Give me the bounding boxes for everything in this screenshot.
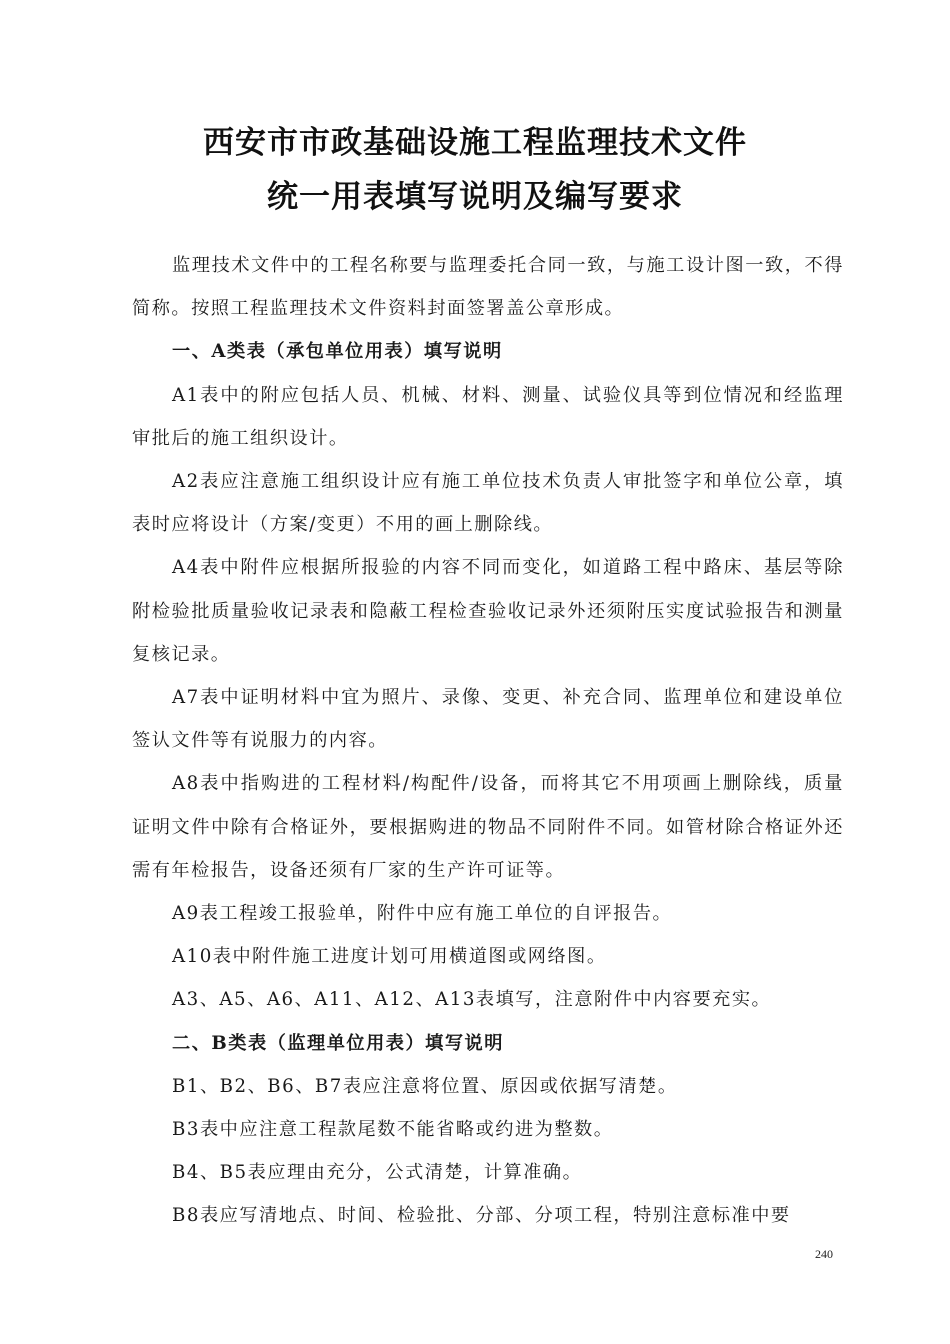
section-a-item-a7: A7表中证明材料中宜为照片、录像、变更、补充合同、监理单位和建设单位签认文件等有说服力的内容。 (132, 687, 844, 752)
document-title-line-1: 西安市市政基础设施工程监理技术文件 (203, 125, 747, 161)
section-a-item-a9: A9表工程竣工报验单，附件中应有施工单位的自评报告。 (172, 903, 673, 925)
section-a-item-a1: A1表中的附应包括人员、机械、材料、测量、试验仪具等到位情况和经监理审批后的施工组织设计。 (132, 384, 844, 449)
section-b-item-b8: B8表应写清地点、时间、检验批、分部、分项工程，特别注意标准中要 (172, 1205, 791, 1227)
document-body (132, 244, 844, 1238)
section-b-heading: 二、B类表（监理单位用表）填写说明 (172, 1032, 504, 1054)
section-b-item-b3: B3表中应注意工程款尾数不能省略或约进为整数。 (172, 1119, 614, 1141)
intro-paragraph: 监理技术文件中的工程名称要与监理委托合同一致，与施工设计图一致，不得简称。按照工程监理技术文件资料封面签署盖公章形成。 (132, 255, 844, 320)
section-a-item-a2: A2表应注意施工组织设计应有施工单位技术负责人审批签字和单位公章，填表时应将设计（方案/变更）不用的画上删除线。 (132, 471, 844, 536)
section-a-item-a10: A10表中附件施工进度计划可用横道图或网络图。 (172, 946, 607, 968)
page-number: 240 (815, 1247, 833, 1261)
document-title-line-2: 统一用表填写说明及编写要求 (267, 179, 683, 215)
section-a-item-a4: A4表中附件应根据所报验的内容不同而变化，如道路工程中路床、基层等除附检验批质量验收记录表和隐蔽工程检查验收记录外还须附压实度试验报告和测量复核记录。 (132, 557, 844, 665)
section-b-item-b1: B1、B2、B6、B7表应注意将位置、原因或依据写清楚。 (172, 1075, 678, 1097)
section-a-item-a3-a13: A3、A5、A6、A11、A12、A13表填写，注意附件中内容要充实。 (172, 989, 772, 1011)
section-b-item-b4: B4、B5表应理由充分，公式清楚，计算准确。 (172, 1162, 583, 1184)
section-a-heading: 一、A类表（承包单位用表）填写说明 (172, 341, 503, 363)
section-a-item-a8: A8表中指购进的工程材料/构配件/设备，而将其它不用项画上删除线，质量证明文件中除有合格证外，要根据购进的物品不同附件不同。如管材除合格证外还需有年检报告，设备还须有厂家的生产许可证等。 (132, 773, 844, 881)
